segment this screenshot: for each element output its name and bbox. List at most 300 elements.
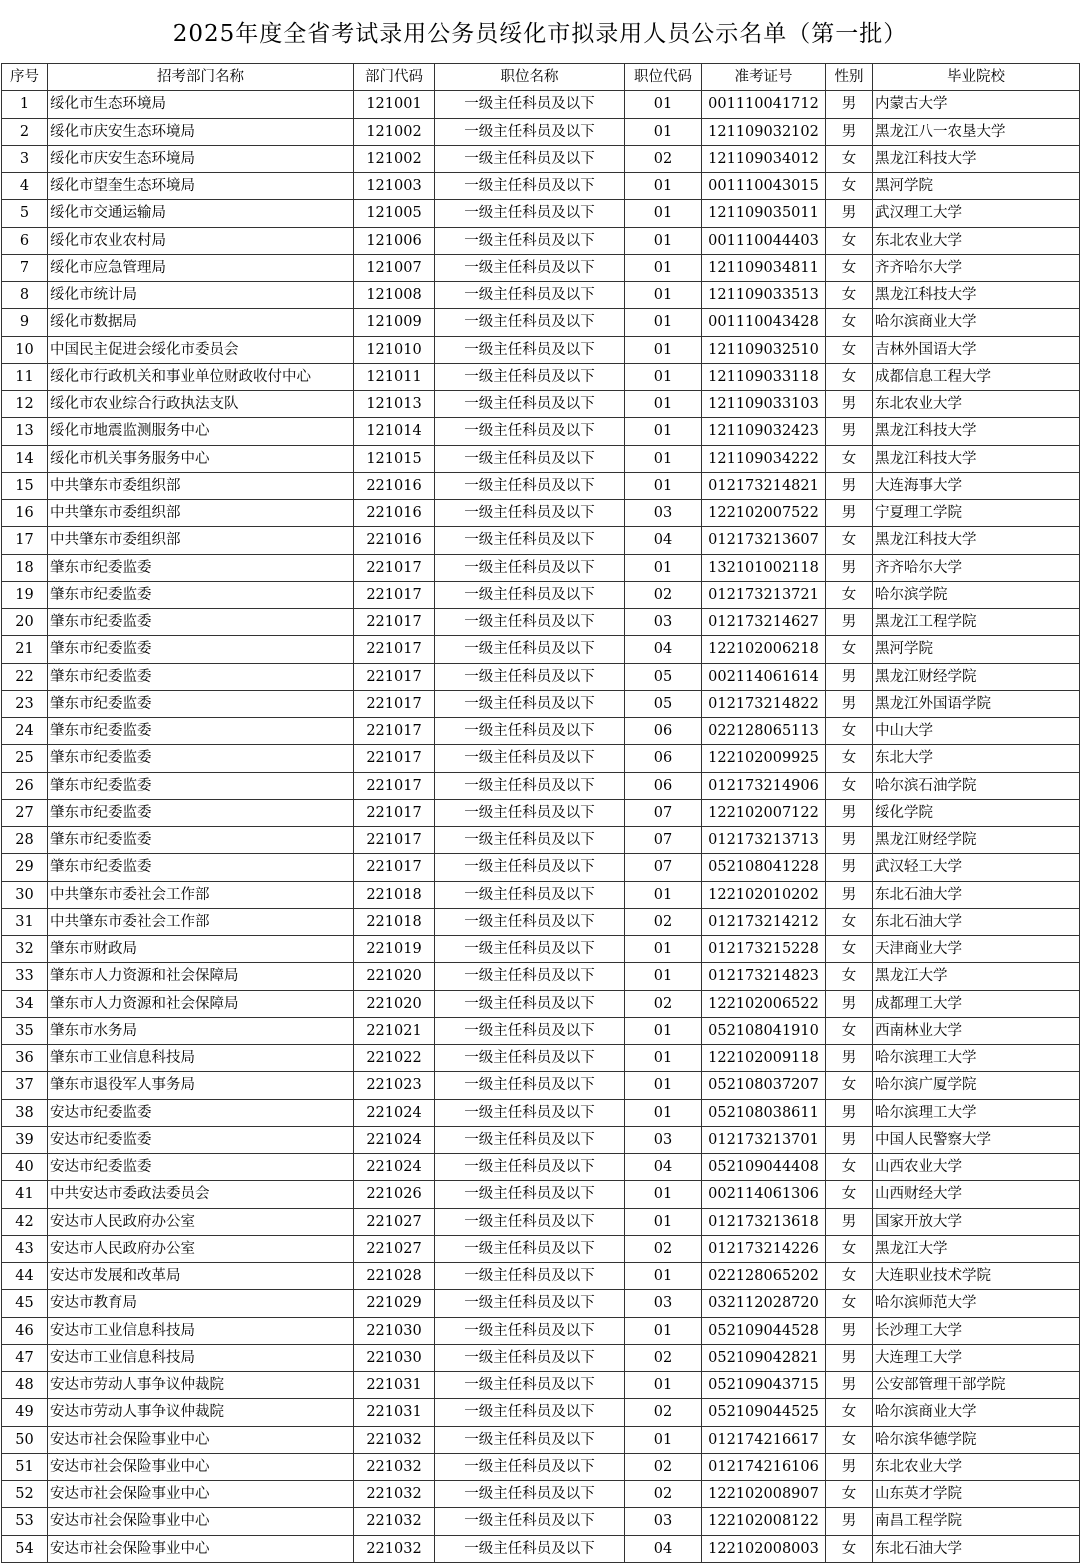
position-cell: 一级主任科员及以下: [435, 472, 625, 499]
department-cell: 肇东市财政局: [48, 936, 354, 963]
seq-cell: 50: [2, 1426, 48, 1453]
dept-code-cell: 121003: [354, 173, 435, 200]
seq-cell: 54: [2, 1535, 48, 1562]
gender-cell: 女: [826, 282, 873, 309]
gender-cell: 男: [826, 472, 873, 499]
position-cell: 一级主任科员及以下: [435, 881, 625, 908]
position-cell: 一级主任科员及以下: [435, 827, 625, 854]
dept-code-cell: 221017: [354, 799, 435, 826]
gender-cell: 女: [826, 1535, 873, 1562]
department-cell: 肇东市纪委监委: [48, 854, 354, 881]
position-code-cell: 04: [625, 1154, 702, 1181]
exam-id-cell: 121109034222: [702, 445, 826, 472]
gender-cell: 男: [826, 418, 873, 445]
exam-id-cell: 121109035011: [702, 200, 826, 227]
dept-code-cell: 121005: [354, 200, 435, 227]
seq-cell: 28: [2, 827, 48, 854]
position-code-cell: 02: [625, 1453, 702, 1480]
col-header-position-code: 职位代码: [625, 64, 702, 91]
exam-id-cell: 052109043715: [702, 1372, 826, 1399]
gender-cell: 男: [826, 881, 873, 908]
exam-id-cell: 012174216106: [702, 1453, 826, 1480]
dept-code-cell: 221032: [354, 1453, 435, 1480]
department-cell: 绥化市地震监测服务中心: [48, 418, 354, 445]
school-cell: 黑龙江大学: [873, 963, 1080, 990]
position-cell: 一级主任科员及以下: [435, 1099, 625, 1126]
seq-cell: 44: [2, 1263, 48, 1290]
department-cell: 安达市社会保险事业中心: [48, 1535, 354, 1562]
position-code-cell: 06: [625, 718, 702, 745]
table-row: [2, 1017, 1080, 1044]
gender-cell: 男: [826, 1099, 873, 1126]
table-row: [2, 472, 1080, 499]
col-header-exam-id: 准考证号: [702, 64, 826, 91]
table-row: [2, 418, 1080, 445]
exam-id-cell: 122102010202: [702, 881, 826, 908]
school-cell: 黑龙江科技大学: [873, 282, 1080, 309]
table-row: [2, 1072, 1080, 1099]
department-cell: 绥化市统计局: [48, 282, 354, 309]
dept-code-cell: 221024: [354, 1099, 435, 1126]
department-cell: 肇东市纪委监委: [48, 827, 354, 854]
table-row: [2, 581, 1080, 608]
position-cell: 一级主任科员及以下: [435, 1208, 625, 1235]
position-cell: 一级主任科员及以下: [435, 1126, 625, 1153]
header-row: [2, 64, 1080, 91]
department-cell: 绥化市数据局: [48, 309, 354, 336]
position-code-cell: 01: [625, 1372, 702, 1399]
position-cell: 一级主任科员及以下: [435, 663, 625, 690]
exam-id-cell: 012173214627: [702, 609, 826, 636]
gender-cell: 女: [826, 1017, 873, 1044]
department-cell: 绥化市望奎生态环境局: [48, 173, 354, 200]
exam-id-cell: 122102006218: [702, 636, 826, 663]
seq-cell: 21: [2, 636, 48, 663]
position-cell: 一级主任科员及以下: [435, 1235, 625, 1262]
exam-id-cell: 052109044525: [702, 1399, 826, 1426]
position-code-cell: 03: [625, 500, 702, 527]
position-code-cell: 01: [625, 881, 702, 908]
dept-code-cell: 221017: [354, 690, 435, 717]
table-row: [2, 1453, 1080, 1480]
seq-cell: 33: [2, 963, 48, 990]
department-cell: 中国民主促进会绥化市委员会: [48, 336, 354, 363]
school-cell: 黑龙江科技大学: [873, 418, 1080, 445]
position-cell: 一级主任科员及以下: [435, 718, 625, 745]
dept-code-cell: 221024: [354, 1154, 435, 1181]
exam-id-cell: 012174216617: [702, 1426, 826, 1453]
gender-cell: 女: [826, 254, 873, 281]
dept-code-cell: 121008: [354, 282, 435, 309]
dept-code-cell: 221017: [354, 827, 435, 854]
position-cell: 一级主任科员及以下: [435, 1290, 625, 1317]
department-cell: 肇东市纪委监委: [48, 745, 354, 772]
department-cell: 安达市纪委监委: [48, 1154, 354, 1181]
seq-cell: 51: [2, 1453, 48, 1480]
position-code-cell: 02: [625, 581, 702, 608]
position-code-cell: 01: [625, 173, 702, 200]
table-row: [2, 1426, 1080, 1453]
department-cell: 绥化市机关事务服务中心: [48, 445, 354, 472]
position-cell: 一级主任科员及以下: [435, 1317, 625, 1344]
table-row: [2, 963, 1080, 990]
dept-code-cell: 221031: [354, 1399, 435, 1426]
seq-cell: 18: [2, 554, 48, 581]
col-header-dept-code: 部门代码: [354, 64, 435, 91]
table-row: [2, 336, 1080, 363]
exam-id-cell: 032112028720: [702, 1290, 826, 1317]
gender-cell: 女: [826, 1235, 873, 1262]
position-cell: 一级主任科员及以下: [435, 445, 625, 472]
exam-id-cell: 121109034811: [702, 254, 826, 281]
seq-cell: 8: [2, 282, 48, 309]
school-cell: 哈尔滨理工大学: [873, 1045, 1080, 1072]
position-code-cell: 01: [625, 91, 702, 118]
exam-id-cell: 012173215228: [702, 936, 826, 963]
gender-cell: 男: [826, 1208, 873, 1235]
department-cell: 安达市人民政府办公室: [48, 1235, 354, 1262]
school-cell: 成都信息工程大学: [873, 363, 1080, 390]
position-cell: 一级主任科员及以下: [435, 690, 625, 717]
table-row: [2, 881, 1080, 908]
position-cell: 一级主任科员及以下: [435, 1072, 625, 1099]
department-cell: 安达市社会保险事业中心: [48, 1426, 354, 1453]
school-cell: 黑龙江大学: [873, 1235, 1080, 1262]
exam-id-cell: 121109033103: [702, 391, 826, 418]
seq-cell: 40: [2, 1154, 48, 1181]
position-code-cell: 07: [625, 827, 702, 854]
position-code-cell: 01: [625, 200, 702, 227]
school-cell: 黑龙江外国语学院: [873, 690, 1080, 717]
position-code-cell: 01: [625, 1072, 702, 1099]
school-cell: 黑龙江科技大学: [873, 527, 1080, 554]
school-cell: 吉林外国语大学: [873, 336, 1080, 363]
table-row: [2, 391, 1080, 418]
school-cell: 宁夏理工学院: [873, 500, 1080, 527]
seq-cell: 35: [2, 1017, 48, 1044]
dept-code-cell: 221017: [354, 745, 435, 772]
exam-id-cell: 121109032423: [702, 418, 826, 445]
position-code-cell: 01: [625, 1099, 702, 1126]
table-row: [2, 772, 1080, 799]
school-cell: 东北大学: [873, 745, 1080, 772]
exam-id-cell: 012173214212: [702, 908, 826, 935]
gender-cell: 女: [826, 963, 873, 990]
seq-cell: 13: [2, 418, 48, 445]
table-row: [2, 1154, 1080, 1181]
school-cell: 黑龙江财经学院: [873, 827, 1080, 854]
seq-cell: 45: [2, 1290, 48, 1317]
position-cell: 一级主任科员及以下: [435, 609, 625, 636]
gender-cell: 男: [826, 500, 873, 527]
gender-cell: 女: [826, 636, 873, 663]
dept-code-cell: 221017: [354, 772, 435, 799]
dept-code-cell: 221021: [354, 1017, 435, 1044]
school-cell: 黑龙江科技大学: [873, 145, 1080, 172]
school-cell: 黑龙江八一农垦大学: [873, 118, 1080, 145]
department-cell: 中共肇东市委社会工作部: [48, 908, 354, 935]
exam-id-cell: 001110043428: [702, 309, 826, 336]
school-cell: 山西农业大学: [873, 1154, 1080, 1181]
position-cell: 一级主任科员及以下: [435, 200, 625, 227]
position-code-cell: 06: [625, 772, 702, 799]
gender-cell: 男: [826, 827, 873, 854]
school-cell: 成都理工大学: [873, 990, 1080, 1017]
dept-code-cell: 121009: [354, 309, 435, 336]
seq-cell: 6: [2, 227, 48, 254]
department-cell: 绥化市农业综合行政执法支队: [48, 391, 354, 418]
position-code-cell: 01: [625, 391, 702, 418]
exam-id-cell: 022128065202: [702, 1263, 826, 1290]
position-code-cell: 01: [625, 282, 702, 309]
position-cell: 一级主任科员及以下: [435, 990, 625, 1017]
position-code-cell: 04: [625, 636, 702, 663]
gender-cell: 男: [826, 91, 873, 118]
seq-cell: 37: [2, 1072, 48, 1099]
school-cell: 哈尔滨华德学院: [873, 1426, 1080, 1453]
seq-cell: 20: [2, 609, 48, 636]
dept-code-cell: 221032: [354, 1481, 435, 1508]
exam-id-cell: 122102006522: [702, 990, 826, 1017]
position-cell: 一级主任科员及以下: [435, 745, 625, 772]
table-row: [2, 609, 1080, 636]
department-cell: 肇东市纪委监委: [48, 799, 354, 826]
col-header-gender: 性别: [826, 64, 873, 91]
department-cell: 肇东市工业信息科技局: [48, 1045, 354, 1072]
table-row: [2, 1508, 1080, 1535]
table-row: [2, 1208, 1080, 1235]
position-cell: 一级主任科员及以下: [435, 227, 625, 254]
table-row: [2, 145, 1080, 172]
department-cell: 安达市劳动人事争议仲裁院: [48, 1372, 354, 1399]
position-cell: 一级主任科员及以下: [435, 527, 625, 554]
department-cell: 肇东市纪委监委: [48, 772, 354, 799]
position-cell: 一级主任科员及以下: [435, 554, 625, 581]
dept-code-cell: 121007: [354, 254, 435, 281]
table-row: [2, 936, 1080, 963]
department-cell: 安达市社会保险事业中心: [48, 1508, 354, 1535]
dept-code-cell: 221018: [354, 881, 435, 908]
table-row: [2, 254, 1080, 281]
position-cell: 一级主任科员及以下: [435, 1344, 625, 1371]
department-cell: 肇东市人力资源和社会保障局: [48, 963, 354, 990]
department-cell: 绥化市庆安生态环境局: [48, 118, 354, 145]
exam-id-cell: 012173213701: [702, 1126, 826, 1153]
position-code-cell: 07: [625, 854, 702, 881]
col-header-department: 招考部门名称: [48, 64, 354, 91]
exam-id-cell: 022128065113: [702, 718, 826, 745]
seq-cell: 9: [2, 309, 48, 336]
position-cell: 一级主任科员及以下: [435, 336, 625, 363]
gender-cell: 女: [826, 527, 873, 554]
school-cell: 内蒙古大学: [873, 91, 1080, 118]
table-row: [2, 1045, 1080, 1072]
school-cell: 哈尔滨广厦学院: [873, 1072, 1080, 1099]
school-cell: 长沙理工大学: [873, 1317, 1080, 1344]
department-cell: 肇东市纪委监委: [48, 554, 354, 581]
gender-cell: 男: [826, 554, 873, 581]
exam-id-cell: 121109032510: [702, 336, 826, 363]
exam-id-cell: 121109033513: [702, 282, 826, 309]
department-cell: 安达市劳动人事争议仲裁院: [48, 1399, 354, 1426]
col-header-position: 职位名称: [435, 64, 625, 91]
position-code-cell: 01: [625, 1426, 702, 1453]
position-code-cell: 03: [625, 1290, 702, 1317]
position-code-cell: 03: [625, 1508, 702, 1535]
dept-code-cell: 221017: [354, 609, 435, 636]
school-cell: 东北农业大学: [873, 227, 1080, 254]
col-header-school: 毕业院校: [873, 64, 1080, 91]
seq-cell: 14: [2, 445, 48, 472]
gender-cell: 男: [826, 609, 873, 636]
dept-code-cell: 221017: [354, 718, 435, 745]
department-cell: 中共肇东市委组织部: [48, 500, 354, 527]
exam-id-cell: 122102008907: [702, 1481, 826, 1508]
dept-code-cell: 221017: [354, 854, 435, 881]
department-cell: 肇东市纪委监委: [48, 663, 354, 690]
gender-cell: 男: [826, 118, 873, 145]
exam-id-cell: 122102007522: [702, 500, 826, 527]
exam-id-cell: 012173214226: [702, 1235, 826, 1262]
dept-code-cell: 221018: [354, 908, 435, 935]
seq-cell: 38: [2, 1099, 48, 1126]
position-code-cell: 01: [625, 1208, 702, 1235]
department-cell: 安达市工业信息科技局: [48, 1317, 354, 1344]
department-cell: 肇东市纪委监委: [48, 636, 354, 663]
position-code-cell: 02: [625, 990, 702, 1017]
school-cell: 武汉理工大学: [873, 200, 1080, 227]
school-cell: 西南林业大学: [873, 1017, 1080, 1044]
table-row: [2, 554, 1080, 581]
dept-code-cell: 221024: [354, 1126, 435, 1153]
exam-id-cell: 012173214821: [702, 472, 826, 499]
position-code-cell: 04: [625, 527, 702, 554]
gender-cell: 女: [826, 718, 873, 745]
gender-cell: 女: [826, 1181, 873, 1208]
table-row: [2, 690, 1080, 717]
seq-cell: 25: [2, 745, 48, 772]
exam-id-cell: 012173213618: [702, 1208, 826, 1235]
exam-id-cell: 002114061614: [702, 663, 826, 690]
table-row: [2, 1290, 1080, 1317]
dept-code-cell: 221030: [354, 1344, 435, 1371]
dept-code-cell: 221027: [354, 1235, 435, 1262]
position-code-cell: 01: [625, 1317, 702, 1344]
position-code-cell: 01: [625, 309, 702, 336]
position-cell: 一级主任科员及以下: [435, 1372, 625, 1399]
table-row: [2, 445, 1080, 472]
department-cell: 中共肇东市委组织部: [48, 472, 354, 499]
position-code-cell: 01: [625, 445, 702, 472]
position-cell: 一级主任科员及以下: [435, 500, 625, 527]
dept-code-cell: 221032: [354, 1508, 435, 1535]
dept-code-cell: 221032: [354, 1426, 435, 1453]
exam-id-cell: 122102007122: [702, 799, 826, 826]
table-row: [2, 745, 1080, 772]
exam-id-cell: 012173214906: [702, 772, 826, 799]
gender-cell: 女: [826, 1481, 873, 1508]
school-cell: 哈尔滨商业大学: [873, 1399, 1080, 1426]
dept-code-cell: 121014: [354, 418, 435, 445]
exam-id-cell: 122102009925: [702, 745, 826, 772]
school-cell: 国家开放大学: [873, 1208, 1080, 1235]
gender-cell: 女: [826, 1426, 873, 1453]
position-code-cell: 02: [625, 908, 702, 935]
position-cell: 一级主任科员及以下: [435, 309, 625, 336]
school-cell: 黑河学院: [873, 636, 1080, 663]
seq-cell: 12: [2, 391, 48, 418]
school-cell: 山东英才学院: [873, 1481, 1080, 1508]
dept-code-cell: 221028: [354, 1263, 435, 1290]
school-cell: 东北农业大学: [873, 1453, 1080, 1480]
school-cell: 大连海事大学: [873, 472, 1080, 499]
table-row: [2, 854, 1080, 881]
position-code-cell: 01: [625, 336, 702, 363]
table-row: [2, 1317, 1080, 1344]
dept-code-cell: 221029: [354, 1290, 435, 1317]
seq-cell: 16: [2, 500, 48, 527]
school-cell: 黑龙江工程学院: [873, 609, 1080, 636]
exam-id-cell: 012173214823: [702, 963, 826, 990]
department-cell: 安达市教育局: [48, 1290, 354, 1317]
exam-id-cell: 121109034012: [702, 145, 826, 172]
position-code-cell: 02: [625, 1344, 702, 1371]
school-cell: 哈尔滨理工大学: [873, 1099, 1080, 1126]
school-cell: 公安部管理干部学院: [873, 1372, 1080, 1399]
position-cell: 一级主任科员及以下: [435, 936, 625, 963]
table-row: [2, 1535, 1080, 1562]
seq-cell: 15: [2, 472, 48, 499]
position-cell: 一级主任科员及以下: [435, 772, 625, 799]
department-cell: 安达市纪委监委: [48, 1099, 354, 1126]
table-row: [2, 990, 1080, 1017]
seq-cell: 17: [2, 527, 48, 554]
gender-cell: 女: [826, 936, 873, 963]
table-row: [2, 227, 1080, 254]
gender-cell: 男: [826, 1453, 873, 1480]
seq-cell: 4: [2, 173, 48, 200]
table-row: [2, 1372, 1080, 1399]
position-cell: 一级主任科员及以下: [435, 581, 625, 608]
school-cell: 黑龙江财经学院: [873, 663, 1080, 690]
position-cell: 一级主任科员及以下: [435, 1017, 625, 1044]
department-cell: 中共安达市委政法委员会: [48, 1181, 354, 1208]
gender-cell: 女: [826, 445, 873, 472]
department-cell: 绥化市应急管理局: [48, 254, 354, 281]
position-code-cell: 02: [625, 1235, 702, 1262]
table-row: [2, 1399, 1080, 1426]
page-title: 2025年度全省考试录用公务员绥化市拟录用人员公示名单（第一批）: [172, 21, 908, 47]
position-cell: 一级主任科员及以下: [435, 1481, 625, 1508]
position-cell: 一级主任科员及以下: [435, 1426, 625, 1453]
position-code-cell: 01: [625, 554, 702, 581]
position-cell: 一级主任科员及以下: [435, 1263, 625, 1290]
school-cell: 哈尔滨师范大学: [873, 1290, 1080, 1317]
seq-cell: 26: [2, 772, 48, 799]
gender-cell: 女: [826, 1263, 873, 1290]
seq-cell: 32: [2, 936, 48, 963]
table-row: [2, 91, 1080, 118]
table-row: [2, 363, 1080, 390]
exam-id-cell: 012173213713: [702, 827, 826, 854]
department-cell: 安达市社会保险事业中心: [48, 1481, 354, 1508]
position-code-cell: 01: [625, 254, 702, 281]
school-cell: 东北石油大学: [873, 908, 1080, 935]
exam-id-cell: 052109042821: [702, 1344, 826, 1371]
exam-id-cell: 052108041228: [702, 854, 826, 881]
position-cell: 一级主任科员及以下: [435, 1399, 625, 1426]
table-row: [2, 636, 1080, 663]
